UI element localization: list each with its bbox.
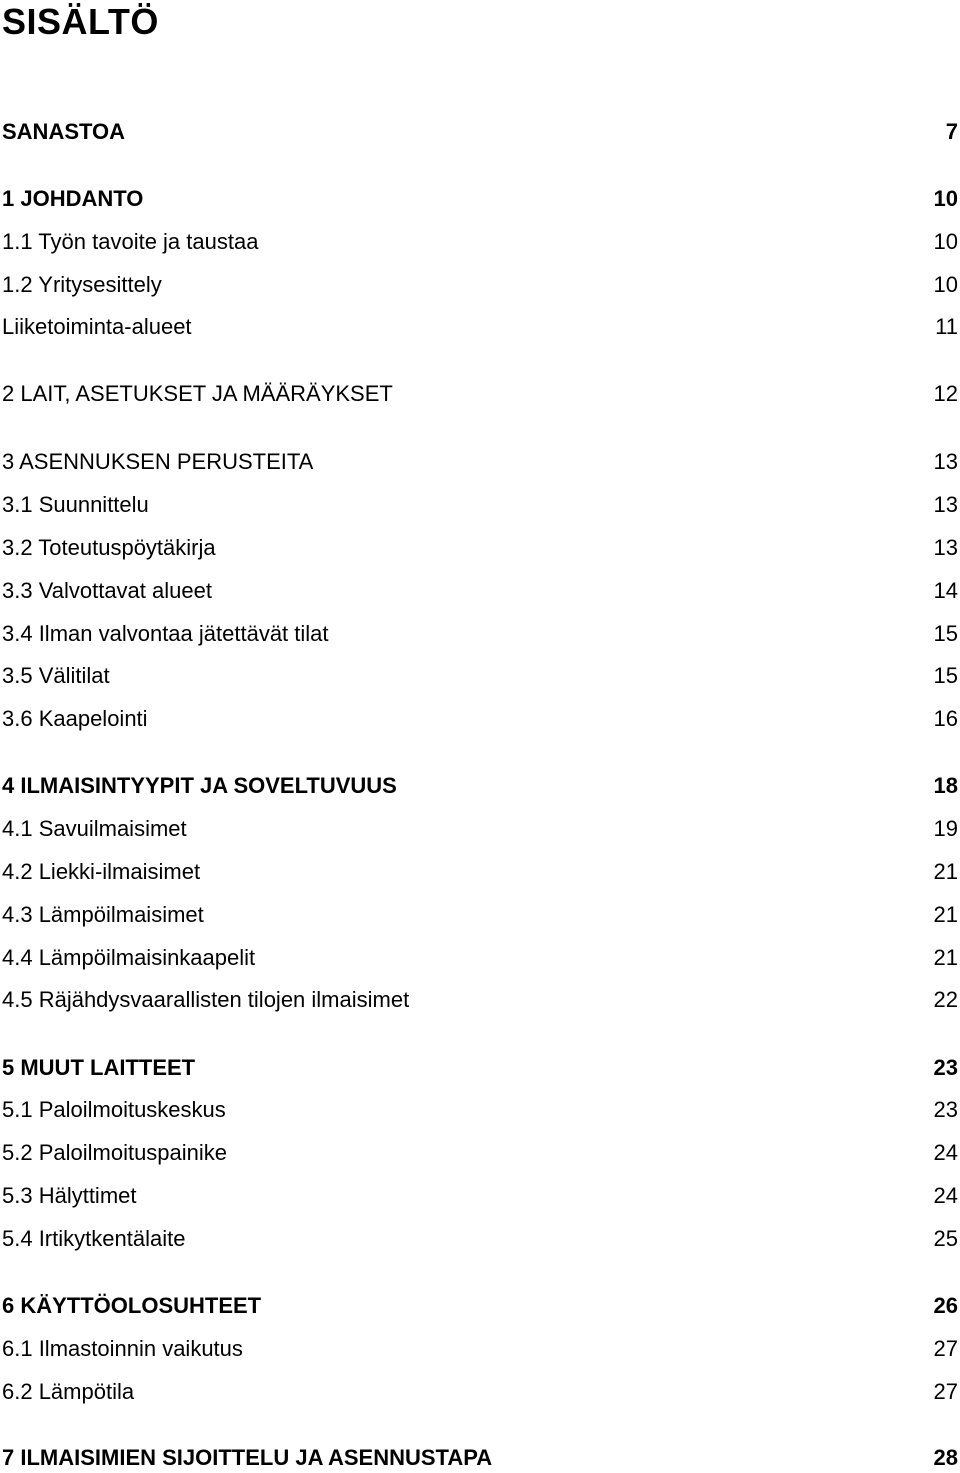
toc-entry[interactable] (0, 1224, 960, 1254)
toc-entry[interactable] (0, 1291, 960, 1321)
toc-entry[interactable] (0, 704, 960, 734)
toc-entry[interactable] (0, 184, 960, 214)
toc-entry-page: 10 (933, 229, 958, 254)
toc-entry-label: 3.6 Kaapelointi (2, 706, 148, 731)
toc-entry-label: 5.3 Hälyttimet (2, 1183, 137, 1208)
toc-entry-label: 4.4 Lämpöilmaisinkaapelit (2, 945, 256, 970)
toc-entry-page: 11 (935, 314, 958, 339)
toc-entry[interactable] (0, 857, 960, 887)
toc-entry-label: 2 LAIT, ASETUKSET JA MÄÄRÄYKSET (2, 381, 393, 406)
toc-entry-label: SANASTOA (2, 119, 126, 144)
toc-entry[interactable] (0, 1181, 960, 1211)
toc-entry[interactable] (0, 900, 960, 930)
toc-entry-page: 23 (933, 1055, 958, 1080)
toc-entry-label: 3.1 Suunnittelu (2, 492, 149, 517)
toc-entry[interactable] (0, 576, 960, 606)
toc-entry-label: 1 JOHDANTO (2, 186, 144, 211)
toc-entry-label: 3 ASENNUKSEN PERUSTEITA (2, 449, 314, 474)
toc-entry-label: 6.2 Lämpötila (2, 1379, 135, 1404)
toc-entry-page: 21 (933, 902, 958, 927)
toc-entry-label: 5.4 Irtikytkentälaite (2, 1226, 186, 1251)
toc-entry-label: 3.3 Valvottavat alueet (2, 578, 212, 603)
toc-entry[interactable] (0, 117, 960, 147)
toc-entry-label: 3.2 Toteutuspöytäkirja (2, 535, 216, 560)
toc-entry-page: 14 (933, 578, 958, 603)
toc-entry[interactable] (0, 447, 960, 477)
toc-entry[interactable] (0, 943, 960, 973)
toc-entry-label: 4.1 Savuilmaisimet (2, 816, 187, 841)
toc-entry[interactable] (0, 814, 960, 844)
toc-entry[interactable] (0, 1334, 960, 1364)
toc-entry-page: 16 (933, 706, 958, 731)
toc-entry-page: 23 (933, 1097, 958, 1122)
toc-entry[interactable] (0, 1053, 960, 1083)
toc-entry-label: 1.2 Yritysesittely (2, 272, 162, 297)
toc-entry-label: 6.1 Ilmastoinnin vaikutus (2, 1336, 243, 1361)
toc-entry[interactable] (0, 1138, 960, 1168)
toc-entry[interactable] (0, 661, 960, 691)
toc-entry-page: 12 (933, 381, 958, 406)
toc-entry-label: 4 ILMAISINTYYPIT JA SOVELTUVUUS (2, 773, 397, 798)
toc-entry-page: 13 (933, 492, 958, 517)
toc-entry[interactable] (0, 312, 960, 342)
toc-entry-page: 19 (933, 816, 958, 841)
toc-entry-label: 5.1 Paloilmoituskeskus (2, 1097, 226, 1122)
toc-entry-label: 5 MUUT LAITTEET (2, 1055, 196, 1080)
toc-entry-page: 24 (933, 1183, 958, 1208)
toc-entry-label: 4.3 Lämpöilmaisimet (2, 902, 204, 927)
toc-entry-label: 4.5 Räjähdysvaarallisten tilojen ilmaisimet (2, 987, 410, 1012)
toc-entry[interactable] (0, 619, 960, 649)
toc-entry-page: 10 (933, 272, 958, 297)
toc-entry-label: 6 KÄYTTÖOLOSUHTEET (2, 1293, 262, 1318)
toc-entry-label: 7 ILMAISIMIEN SIJOITTELU JA ASENNUSTAPA (2, 1445, 493, 1470)
toc-entry[interactable] (0, 985, 960, 1015)
page-title: SISÄLTÖ (2, 1, 159, 42)
toc-entry-page: 28 (933, 1445, 958, 1470)
toc-entry-page: 15 (933, 663, 958, 688)
toc-entry-page: 21 (933, 945, 958, 970)
toc-entry-label: 3.4 Ilman valvontaa jätettävät tilat (2, 621, 329, 646)
toc-entry-page: 26 (933, 1293, 958, 1318)
toc-entry[interactable] (0, 490, 960, 520)
toc-entry-page: 25 (933, 1226, 958, 1251)
toc-entry-page: 13 (933, 449, 958, 474)
toc-entry-page: 27 (933, 1379, 958, 1404)
toc-entry-page: 24 (933, 1140, 958, 1165)
toc-entry-label: 1.1 Työn tavoite ja taustaa (2, 229, 259, 254)
toc-entry-page: 10 (933, 186, 958, 211)
toc-entry[interactable] (0, 771, 960, 801)
toc-entry-page: 13 (933, 535, 958, 560)
toc-entry[interactable] (0, 533, 960, 563)
toc-entry[interactable] (0, 270, 960, 300)
toc-entry[interactable] (0, 379, 960, 409)
toc-entry-label: 3.5 Välitilat (2, 663, 110, 688)
toc-entry-label: Liiketoiminta-alueet (2, 314, 192, 339)
toc-entry-page: 18 (933, 773, 958, 798)
toc-entry-label: 5.2 Paloilmoituspainike (2, 1140, 228, 1165)
toc-entry-page: 22 (933, 987, 958, 1012)
toc-entry-page: 27 (933, 1336, 958, 1361)
toc-entry-label: 4.2 Liekki-ilmaisimet (2, 859, 201, 884)
toc-entry[interactable] (0, 1377, 960, 1407)
toc-entry-page: 21 (933, 859, 958, 884)
toc-entry-page: 7 (945, 119, 958, 144)
toc-entry[interactable] (0, 1095, 960, 1125)
toc-entry[interactable] (0, 227, 960, 257)
toc-entry-page: 15 (933, 621, 958, 646)
toc-entry[interactable] (0, 1443, 960, 1473)
